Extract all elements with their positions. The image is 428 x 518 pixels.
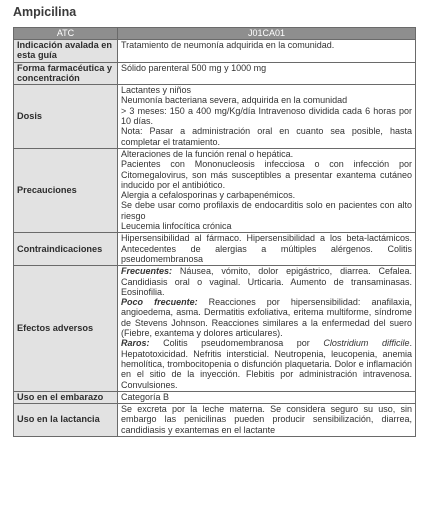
label-embarazo: Uso en el embarazo — [14, 391, 118, 403]
value-lactancia: Se excreta por la leche materna. Se considera seguro su uso, sin embargo las penicilinas pueden producir sensibilización, diarrea, candidiasis y exantemas en el lactante — [118, 404, 416, 437]
poco-frecuente-label: Poco frecuente: — [121, 297, 198, 308]
label-dosis: Dosis — [14, 85, 118, 149]
label-forma: Forma farmacéutica y concentración — [14, 62, 118, 85]
dosis-line: Nota: Pasar a administración oral en cuanto sea posible, hasta completar el tratamiento. — [121, 126, 412, 147]
header-atc: ATC — [14, 28, 118, 40]
efectos-frecuentes — [121, 266, 412, 297]
value-efectos — [118, 266, 416, 392]
value-embarazo: Categoría B — [118, 391, 416, 403]
raros-text: Colitis pseudomembranosa por — [149, 338, 324, 349]
label-efectos: Efectos adversos — [14, 266, 118, 392]
precaucion-line: Leucemia linfocítica crónica — [121, 221, 232, 232]
value-precauciones — [118, 148, 416, 232]
row-precauciones — [14, 148, 416, 232]
label-contraindicaciones: Contraindicaciones — [14, 233, 118, 266]
precaucion-line: Se debe usar como profilaxis de endocarditis solo en pacientes con alto riesgo — [121, 200, 412, 221]
value-contraindicaciones: Hipersensibilidad al fármaco. Hipersensibilidad a los beta-lactámicos. Antecedentes de alergias a múltiples alérgenos. Colitis pseudomembranosa — [118, 233, 416, 266]
frecuentes-text: Náusea, vómito, dolor epigástrico, diarrea. Cefalea. Candidiasis oral o vaginal. Urticaria. Aumento de transaminasas. Eosinofilia. — [121, 266, 412, 297]
frecuentes-label: Frecuentes: — [121, 266, 173, 277]
efectos-raros — [121, 338, 412, 389]
row-dosis — [14, 85, 416, 149]
value-forma: Sólido parenteral 500 mg y 1000 mg — [118, 62, 416, 85]
raros-label: Raros: — [121, 338, 150, 349]
row-contraindicaciones — [14, 233, 416, 266]
precaucion-line: Alteraciones de la función renal o hepática. — [121, 148, 294, 159]
raros-text-continued: . Hepatotoxicidad. Nefritis intersticial. Neutropenia, leucopenia, anemia hemolítica, trombocitopenia o disfunción plaquetaria. Dolor e inflamación en el sitio de la inyección. Flebitis por administración intravenosa. Convulsiones. — [121, 338, 412, 390]
header-atc-code: J01CA01 — [118, 28, 416, 40]
raros-organism: Clostridium difficile — [323, 338, 410, 349]
row-indicacion — [14, 40, 416, 63]
dosis-line: > 3 meses: 150 a 400 mg/Kg/día Intravenoso dividida cada 6 horas por 10 días. — [121, 105, 412, 127]
row-efectos — [14, 266, 416, 392]
table-header-row — [14, 28, 416, 40]
poco-frecuente-text: Reacciones por hipersensibilidad: anafilaxia, angioedema, asma. Dermatitis exfoliativa, eritema multiforme, síndrome de Stevens Johnson. Reacciones similares a la enfermedad del suero (Fiebre, exantema y dolores articulares). — [121, 297, 412, 339]
row-lactancia — [14, 404, 416, 437]
label-lactancia: Uso en la lactancia — [14, 404, 118, 437]
precaucion-line: Pacientes con Mononucleosis infecciosa o con infección por Citomegalovirus, son más susceptibles a presentar exantema cutáneo inducido por el antibiótico. — [121, 159, 412, 190]
efectos-poco-frecuente — [121, 297, 412, 338]
page-title: Ampicilina — [13, 5, 77, 19]
value-indicacion: Tratamiento de neumonía adquirida en la comunidad. — [118, 40, 416, 63]
label-indicacion: Indicación avalada en esta guía — [14, 40, 118, 63]
row-forma — [14, 62, 416, 85]
drug-monograph-table — [13, 27, 416, 437]
dosis-line: Lactantes y niños — [121, 85, 192, 96]
precaucion-line: Alergia a cefalosporinas y carbapenémicos. — [121, 190, 296, 201]
value-dosis — [118, 85, 416, 149]
dosis-line: Neumonía bacteriana severa, adquirida en la comunidad — [121, 95, 348, 106]
label-precauciones: Precauciones — [14, 148, 118, 232]
row-embarazo — [14, 391, 416, 403]
